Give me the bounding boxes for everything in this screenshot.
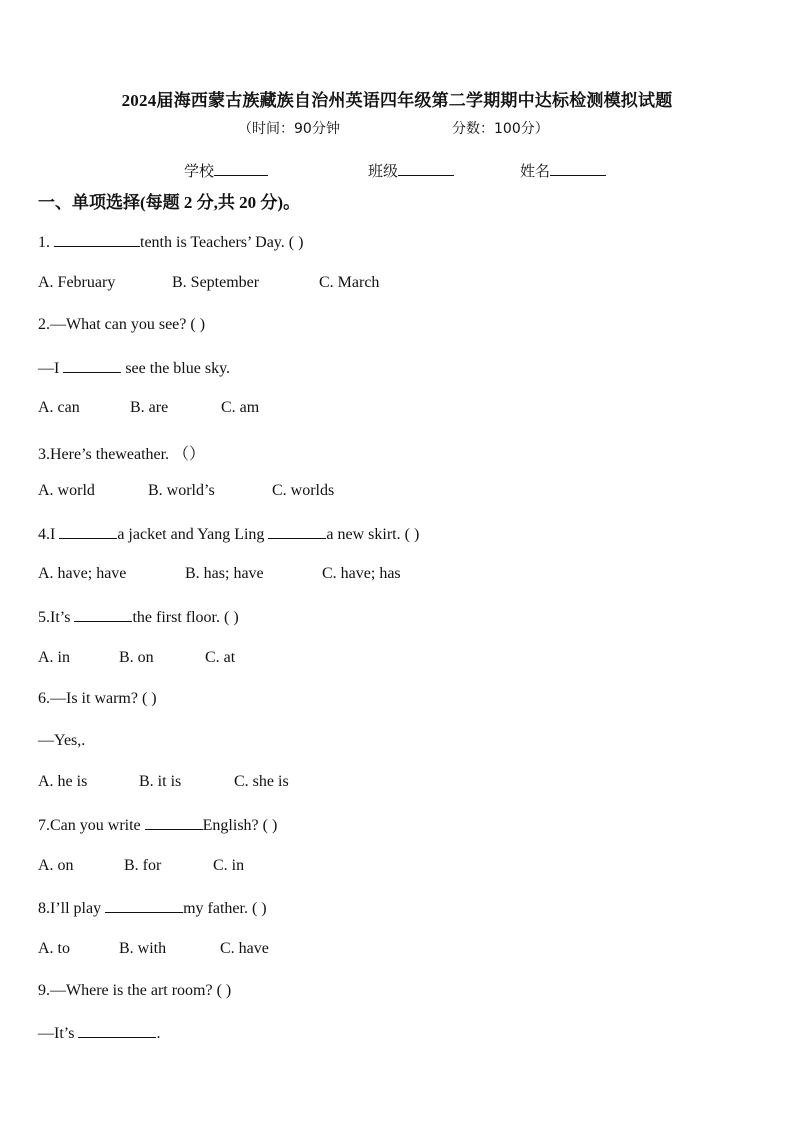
- option-b[interactable]: B. September: [172, 274, 260, 291]
- option-a[interactable]: A. have; have: [38, 565, 127, 582]
- option-b[interactable]: B. on: [119, 649, 154, 666]
- option-c[interactable]: C. have; has: [322, 565, 401, 582]
- class-label: 班级: [368, 164, 399, 180]
- question-text: a jacket and Yang Ling: [117, 526, 269, 543]
- option-a[interactable]: A. on: [38, 857, 74, 874]
- question-text: a new skirt. ( ): [326, 526, 420, 543]
- answer-blank[interactable]: [63, 358, 121, 373]
- option-a[interactable]: A. February: [38, 274, 116, 291]
- time-limit: （时间：90分钟: [238, 121, 340, 137]
- option-c[interactable]: C. in: [213, 857, 245, 874]
- question-3: 3.Here’s theweather. （）: [38, 446, 206, 463]
- question-7-options: [38, 857, 244, 875]
- question-7: [38, 815, 277, 835]
- class-blank[interactable]: [398, 161, 454, 176]
- question-5: [38, 607, 239, 627]
- question-2: 2.—What can you see? ( ): [38, 316, 206, 333]
- question-2-line2: [38, 358, 230, 378]
- option-b[interactable]: B. has; have: [185, 565, 264, 582]
- question-text: see the blue sky.: [121, 360, 231, 377]
- name-blank[interactable]: [550, 161, 606, 176]
- answer-blank[interactable]: [54, 232, 140, 247]
- option-b[interactable]: B. are: [130, 399, 169, 416]
- question-text: .: [156, 1025, 161, 1042]
- exam-title: 2024届海西蒙古族藏族自治州英语四年级第二学期期中达标检测模拟试题: [121, 91, 673, 110]
- question-text: my father. ( ): [183, 900, 267, 917]
- answer-blank[interactable]: [105, 898, 183, 913]
- question-2-options: [38, 399, 259, 417]
- option-a[interactable]: A. can: [38, 399, 80, 416]
- school-label: 学校: [184, 164, 215, 180]
- option-a[interactable]: A. to: [38, 940, 70, 957]
- question-1: [38, 232, 303, 252]
- question-9: 9.—Where is the art room? ( ): [38, 982, 232, 999]
- class-field[interactable]: [368, 160, 454, 181]
- question-text: —I: [38, 360, 64, 377]
- question-text: 5.It’s: [38, 609, 75, 626]
- question-8: [38, 898, 267, 918]
- question-text: the first floor. ( ): [132, 609, 239, 626]
- section-heading: 一、单项选择(每题 2 分,共 20 分)。: [38, 193, 301, 212]
- answer-blank[interactable]: [59, 524, 117, 539]
- option-c[interactable]: C. worlds: [272, 482, 335, 499]
- option-c[interactable]: C. March: [319, 274, 380, 291]
- option-b[interactable]: B. it is: [139, 773, 182, 790]
- name-label: 姓名: [520, 164, 551, 180]
- answer-blank[interactable]: [74, 607, 132, 622]
- option-b[interactable]: B. world’s: [148, 482, 215, 499]
- question-4: [38, 524, 419, 544]
- option-a[interactable]: A. he is: [38, 773, 88, 790]
- school-blank[interactable]: [214, 161, 268, 176]
- question-8-options: [38, 940, 269, 958]
- question-text: 8.I’ll play: [38, 900, 106, 917]
- answer-blank[interactable]: [78, 1023, 156, 1038]
- option-c[interactable]: C. am: [221, 399, 260, 416]
- option-b[interactable]: B. with: [119, 940, 167, 957]
- school-field[interactable]: [184, 160, 268, 181]
- question-text: English? ( ): [202, 817, 278, 834]
- question-1-options: [38, 274, 379, 292]
- option-c[interactable]: C. she is: [234, 773, 289, 790]
- option-b[interactable]: B. for: [124, 857, 162, 874]
- question-3-options: [38, 482, 334, 500]
- question-text: tenth is Teachers’ Day. ( ): [140, 234, 304, 251]
- question-text: —It’s: [38, 1025, 79, 1042]
- question-6-line2: —Yes,.: [38, 732, 86, 749]
- question-6: 6.—Is it warm? ( ): [38, 690, 157, 707]
- question-9-line2: [38, 1023, 160, 1043]
- question-5-options: [38, 649, 235, 667]
- option-a[interactable]: A. in: [38, 649, 70, 666]
- name-field[interactable]: [520, 160, 606, 181]
- question-4-options: [38, 565, 401, 583]
- question-6-options: [38, 773, 289, 791]
- option-c[interactable]: C. have: [220, 940, 269, 957]
- total-score: 分数：100分）: [452, 121, 549, 137]
- question-text: 1.: [38, 234, 54, 251]
- option-c[interactable]: C. at: [205, 649, 236, 666]
- question-text: 7.Can you write: [38, 817, 145, 834]
- question-text: 4.I: [38, 526, 60, 543]
- exam-meta: [238, 118, 549, 138]
- answer-blank[interactable]: [145, 815, 203, 830]
- option-a[interactable]: A. world: [38, 482, 95, 499]
- answer-blank[interactable]: [268, 524, 326, 539]
